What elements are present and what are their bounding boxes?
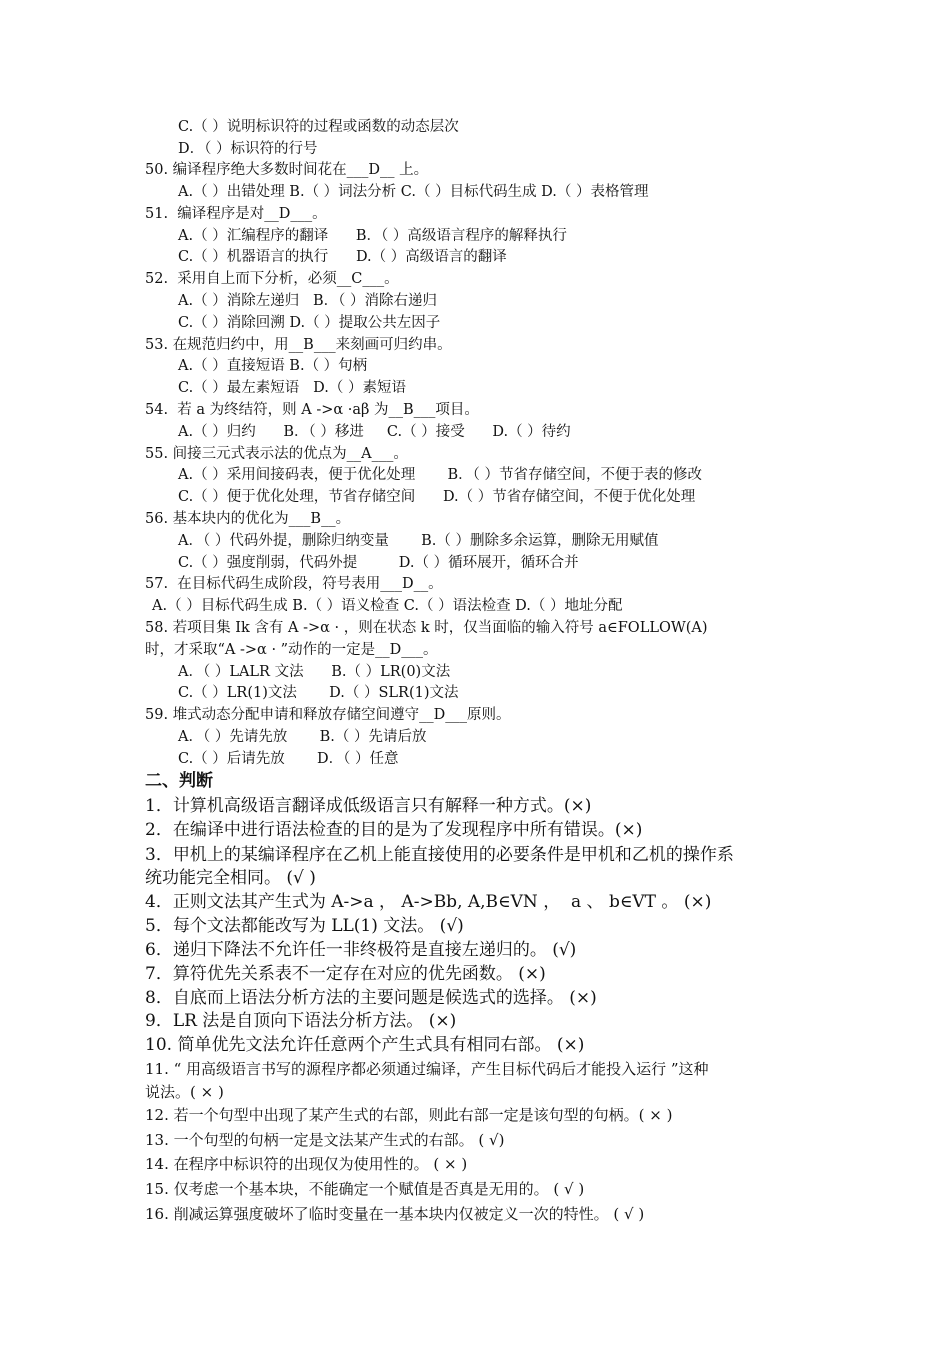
option-line: C.（ ）强度削弱，代码外提 D.（ ）循环展开，循环合并 [178, 555, 579, 571]
judge-item: 4．正则文法其产生式为 A->a ， A->Bb, A,B∈VN ， a 、 b∈VT 。 (×) [145, 892, 712, 912]
option-line: A.（ ）直接短语 B.（ ）句柄 [178, 358, 368, 374]
judge-item: 14. 在程序中标识符的出现仅为使用性的。 ( × ) [145, 1155, 468, 1173]
option-line: D．（ ）标识符的行号 [178, 141, 318, 157]
question-58-cont: 时，才采取“A ->α · ”动作的一定是__D___。 [145, 642, 438, 658]
question-52: 52. 采用自上而下分析，必须__C___。 [145, 271, 399, 287]
judge-item: 13. 一个句型的句柄一定是文法某产生式的右部。 ( √) [145, 1131, 505, 1149]
judge-item: 15. 仅考虑一个基本块，不能确定一个赋值是否真是无用的。 ( √ ) [145, 1180, 585, 1198]
judge-item: 10. 简单优先文法允许任意两个产生式具有相同右部。 (×) [145, 1035, 585, 1055]
judge-item-cont: 统功能完全相同。 (√ ) [145, 868, 316, 888]
question-58: 58. 若项目集 Ik 含有 A ->α · ，则在状态 k 时，仅当面临的输入符号 a∈FOLLOW(A) [145, 620, 708, 636]
judge-item: 2．在编译中进行语法检查的目的是为了发现程序中所有错误。(×) [145, 820, 643, 840]
judge-item: 5．每个文法都能改写为 LL(1) 文法。 (√) [145, 916, 464, 936]
judge-item: 11. “ 用高级语言书写的源程序都必须通过编译，产生目标代码后才能投入运行 ”这种 [145, 1060, 709, 1078]
option-line: A.（ ）消除左递归 B．（ ）消除右递归 [178, 293, 438, 309]
option-line: A.（ ）归约 B．（ ）移进 C.（ ）接受 D.（ ）待约 [178, 424, 571, 440]
judge-item: 1．计算机高级语言翻译成低级语言只有解释一种方式。(×) [145, 796, 592, 816]
question-55: 55. 间接三元式表示法的优点为__A___。 [145, 446, 408, 462]
judge-item-cont: 说法。( × ) [145, 1083, 224, 1101]
option-line: C.（ ）机器语言的执行 D.（ ）高级语言的翻译 [178, 249, 507, 265]
option-line: C.（ ）便于优化处理，节省存储空间 D.（ ）节省存储空间，不便于优化处理 [178, 489, 696, 505]
option-line: A．（ ）先请先放 B.（ ）先请后放 [178, 729, 427, 745]
question-57: 57. 在目标代码生成阶段，符号表用___D__。 [145, 576, 443, 592]
judge-item: 7．算符优先关系表不一定存在对应的优先函数。 (×) [145, 964, 546, 984]
option-line: A．（ ）代码外提，删除归纳变量 B.（ ）删除多余运算，删除无用赋值 [178, 533, 659, 549]
question-54: 54. 若 a 为终结符，则 A ->α ·aβ 为__B___项目。 [145, 402, 479, 418]
question-56: 56. 基本块内的优化为___B__。 [145, 511, 351, 527]
option-line: C.（ ）后请先放 D．（ ）任意 [178, 751, 399, 767]
option-line: A．（ ）LALR 文法 B.（ ）LR(0)文法 [178, 664, 451, 680]
option-line: A.（ ）汇编程序的翻译 B．（ ）高级语言程序的解释执行 [178, 228, 567, 244]
judge-item: 6．递归下降法不允许任一非终极符是直接左递归的。 (√) [145, 940, 577, 960]
option-line: C.（ ）说明标识符的过程或函数的动态层次 [178, 119, 459, 135]
judge-item: 3．甲机上的某编译程序在乙机上能直接使用的必要条件是甲机和乙机的操作系 [145, 845, 734, 865]
option-line: C.（ ）最左素短语 D.（ ）素短语 [178, 380, 406, 396]
question-51: 51. 编译程序是对__D___。 [145, 206, 327, 222]
option-line: A.（ ）出错处理 B.（ ）词法分析 C.（ ）目标代码生成 D.（ ）表格管理 [178, 184, 649, 200]
option-line: A.（ ）采用间接码表，便于优化处理 B．（ ）节省存储空间，不便于表的修改 [178, 467, 702, 483]
judge-item: 16. 削减运算强度破坏了临时变量在一基本块内仅被定义一次的特性。 ( √ ) [145, 1205, 645, 1223]
judge-item: 12. 若一个句型中出现了某产生式的右部，则此右部一定是该句型的句柄。( × ) [145, 1106, 673, 1124]
option-line: A.（ ）目标代码生成 B.（ ）语义检查 C.（ ）语法检查 D.（ ）地址分配 [152, 598, 623, 614]
question-50: 50. 编译程序绝大多数时间花在___D__ 上。 [145, 162, 429, 178]
option-line: C.（ ）消除回溯 D.（ ）提取公共左因子 [178, 315, 441, 331]
judge-item: 9．LR 法是自顶向下语法分析方法。 (×) [145, 1011, 457, 1031]
question-53: 53. 在规范归约中，用__B___来刻画可归约串。 [145, 337, 452, 353]
section-title: 二、判断 [145, 771, 213, 791]
judge-item: 8．自底而上语法分析方法的主要问题是候选式的选择。 (×) [145, 988, 597, 1008]
question-59: 59. 堆式动态分配申请和释放存储空间遵守__D___原则。 [145, 707, 511, 723]
option-line: C.（ ）LR(1)文法 D.（ ）SLR(1)文法 [178, 685, 459, 701]
